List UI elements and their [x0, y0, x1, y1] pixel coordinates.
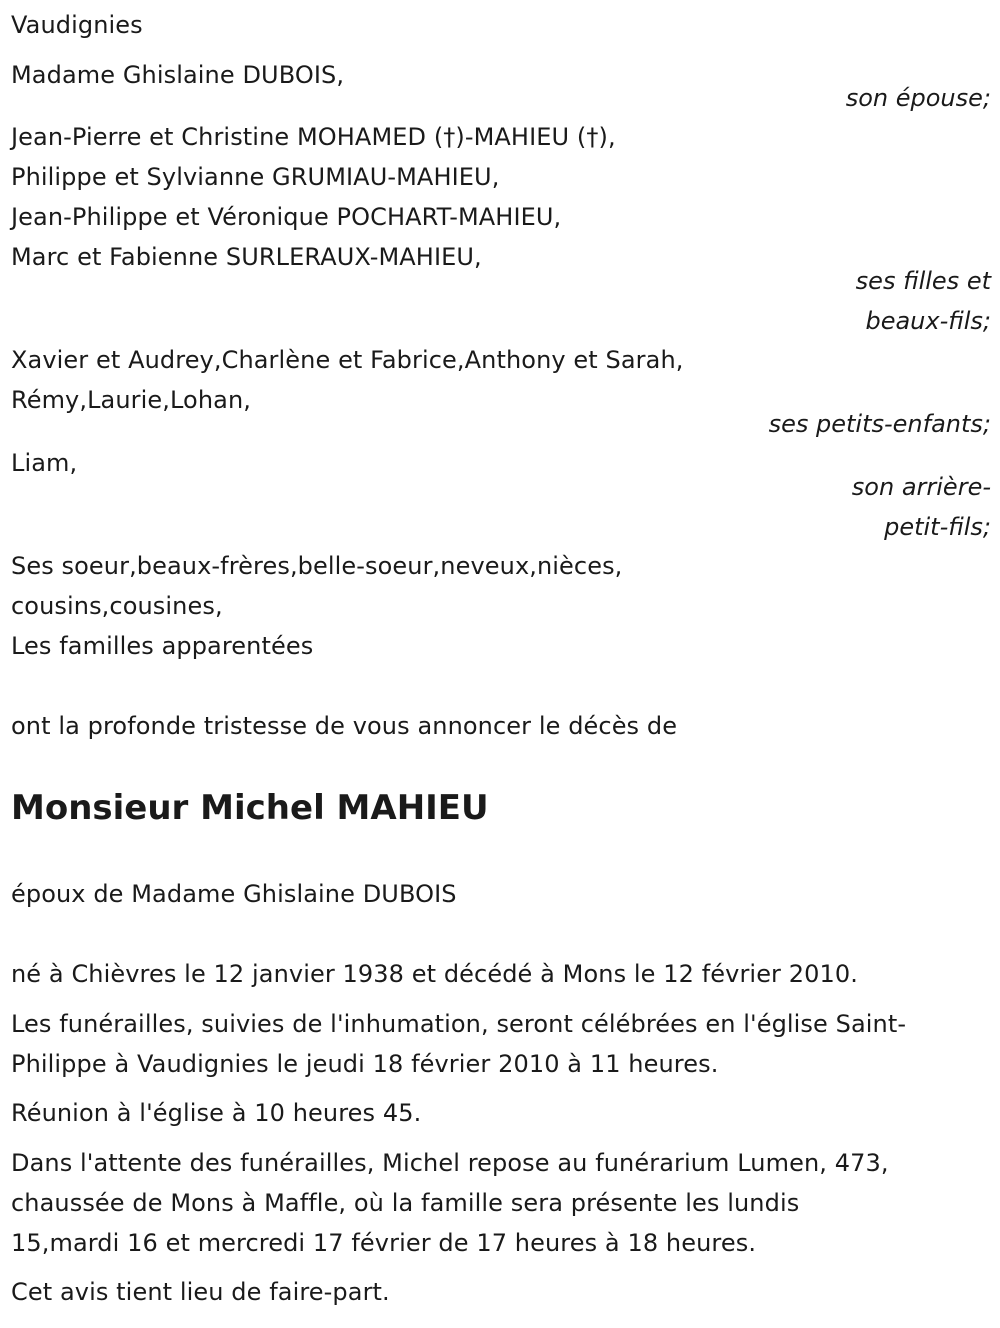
child-line: Jean-Philippe et Véronique POCHART-MAHIEU, — [11, 203, 562, 231]
location-text: Vaudignies — [11, 11, 143, 39]
grandchildren-line: Xavier et Audrey,Charlène et Fabrice,Anthony et Sarah, — [11, 346, 684, 374]
others-line: cousins,cousines, — [11, 592, 223, 620]
spouse-of-text: époux de Madame Ghislaine DUBOIS — [11, 880, 457, 908]
grandchildren-line: Rémy,Laurie,Lohan, — [11, 386, 251, 414]
meeting-text: Réunion à l'église à 10 heures 45. — [11, 1099, 422, 1127]
child-line: Jean-Pierre et Christine MOHAMED (†)-MAHIEU (†), — [11, 123, 616, 151]
child-line: Marc et Fabienne SURLERAUX-MAHIEU, — [11, 243, 482, 271]
spouse-name: Madame Ghislaine DUBOIS, — [11, 61, 345, 89]
closing-text: Cet avis tient lieu de faire-part. — [11, 1278, 390, 1306]
announcement-intro: ont la profonde tristesse de vous annoncer le décès de — [11, 712, 678, 740]
deceased-name: Monsieur Michel MAHIEU — [11, 788, 489, 828]
funeral-line: Philippe à Vaudignies le jeudi 18 février 2010 à 11 heures. — [11, 1050, 719, 1078]
children-role: ses filles et — [855, 267, 991, 295]
viewing-line: chaussée de Mons à Maffle, où la famille sera présente les lundis — [11, 1189, 800, 1217]
great-grandchild-role: petit-fils; — [884, 513, 991, 541]
viewing-line: 15,mardi 16 et mercredi 17 février de 17 heures à 18 heures. — [11, 1229, 757, 1257]
great-grandchild-role: son arrière- — [851, 473, 991, 501]
others-line: Les familles apparentées — [11, 632, 314, 660]
obituary-notice — [11, 0, 991, 1328]
great-grandchild-name: Liam, — [11, 449, 78, 477]
birth-death-text: né à Chièvres le 12 janvier 1938 et décédé à Mons le 12 février 2010. — [11, 960, 858, 988]
funeral-line: Les funérailles, suivies de l'inhumation, seront célébrées en l'église Saint- — [11, 1010, 907, 1038]
others-line: Ses soeur,beaux-frères,belle-soeur,neveux,nièces, — [11, 552, 623, 580]
viewing-line: Dans l'attente des funérailles, Michel repose au funérarium Lumen, 473, — [11, 1149, 889, 1177]
spouse-role: son épouse; — [845, 84, 991, 112]
children-role: beaux-fils; — [865, 307, 991, 335]
grandchildren-role: ses petits-enfants; — [768, 410, 991, 438]
child-line: Philippe et Sylvianne GRUMIAU-MAHIEU, — [11, 163, 500, 191]
